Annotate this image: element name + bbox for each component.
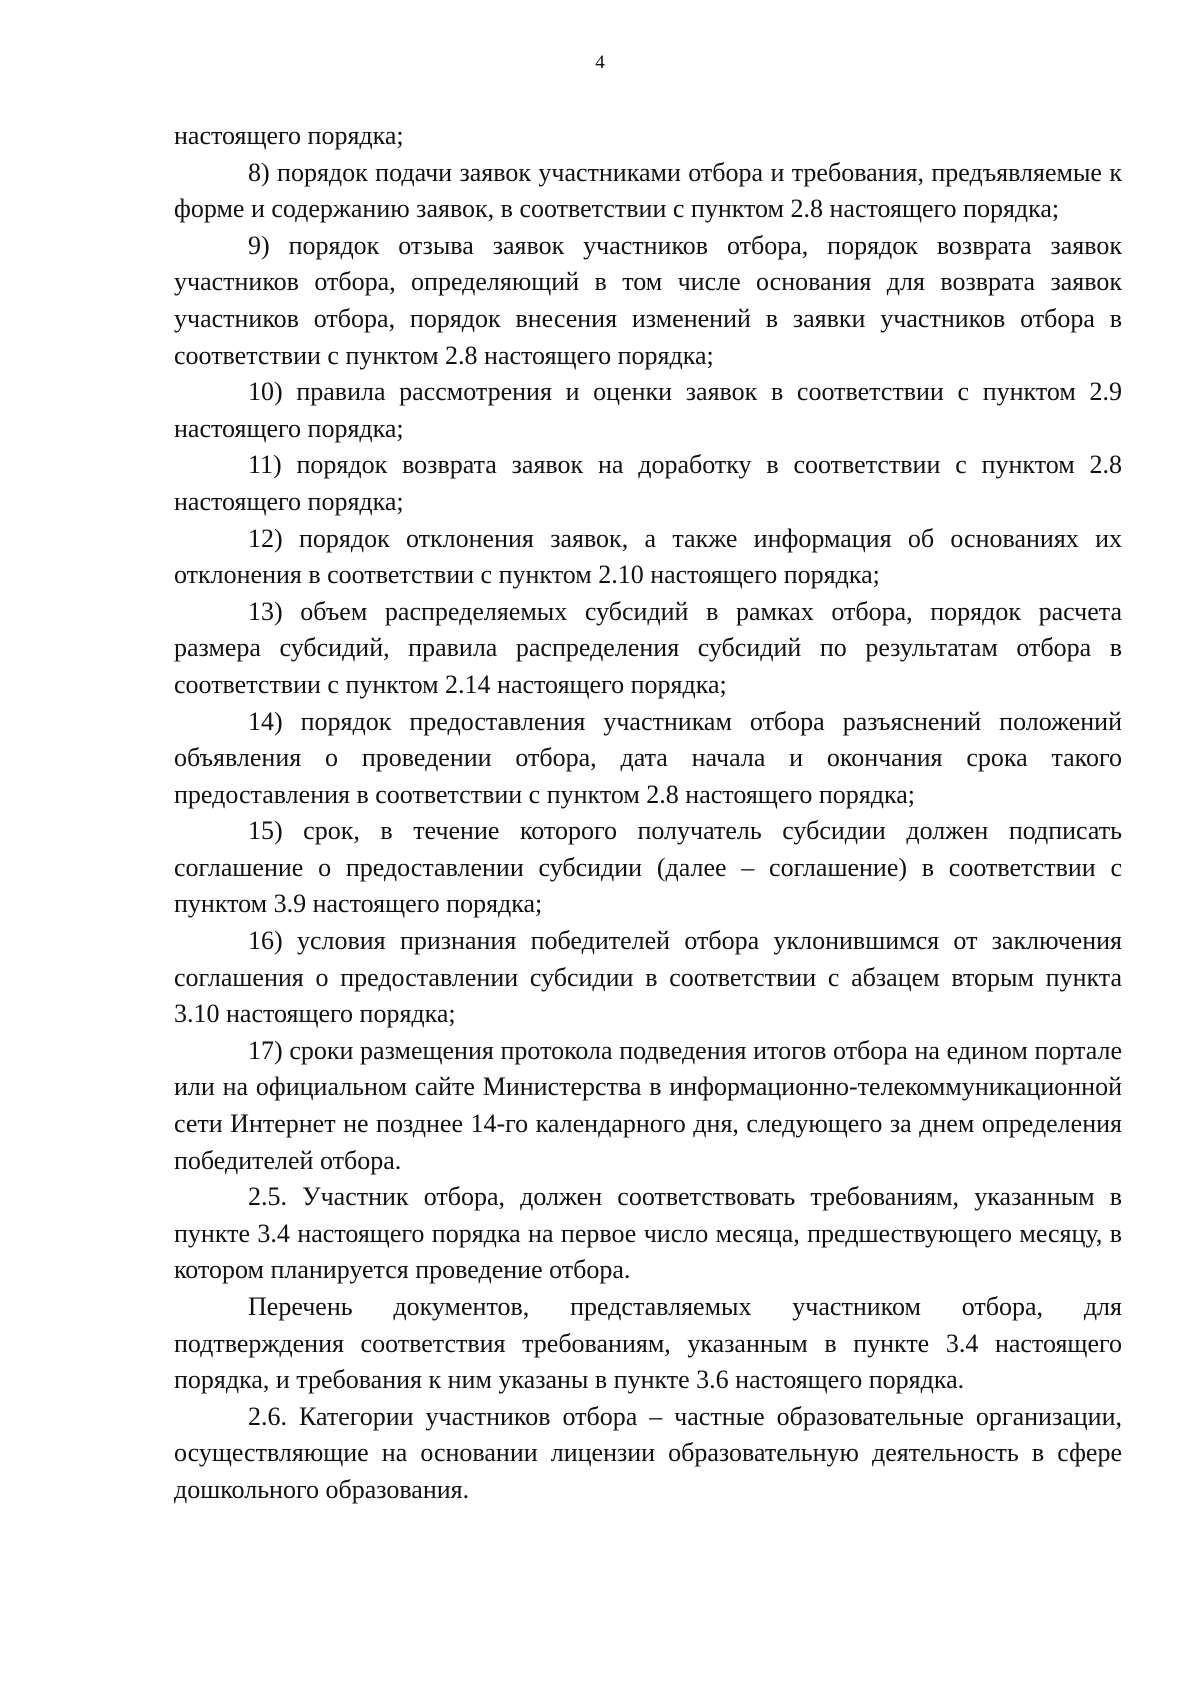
- document-body: [174, 118, 1122, 1509]
- paragraph: настоящего порядка;: [174, 121, 404, 150]
- paragraph: 8) порядок подачи заявок участниками отбора и требования, предъявляемые к форме и содержанию заявок, в соответствии с пунктом 2.8 настоящего порядка;: [174, 157, 1122, 224]
- paragraph: 12) порядок отклонения заявок, а также информация об основаниях их отклонения в соответствии с пунктом 2.10 настоящего порядка;: [174, 523, 1122, 590]
- paragraph: 9) порядок отзыва заявок участников отбора, порядок возврата заявок участников отбора, определяющий в том числе основания для возврата заявок участников отбора, порядок внесения изменений в заявки участников отбора в соответствии с пунктом 2.8 настоящего порядка;: [174, 230, 1122, 370]
- paragraph: 11) порядок возврата заявок на доработку в соответствии с пунктом 2.8 настоящего порядка;: [174, 450, 1122, 516]
- paragraph: 15) срок, в течение которого получатель субсидии должен подписать соглашение о предоставлении субсидии (далее – соглашение) в соответствии с пунктом 3.9 настоящего порядка;: [174, 816, 1122, 919]
- paragraph: 17) сроки размещения протокола подведения итогов отбора на едином портале или на официальном сайте Министерства в информационно-телекоммуникационной сети Интернет не позднее 14-го календарного дня, следующего за днем определения победителей отбора.: [174, 1035, 1122, 1175]
- page-number: 4: [595, 52, 605, 73]
- paragraph: 2.5. Участник отбора, должен соответствовать требованиям, указанным в пункте 3.4 настоящего порядка на первое число месяца, предшествующего месяцу, в котором планируется проведение отбора.: [174, 1182, 1122, 1285]
- paragraph: 2.6. Категории участников отбора – частные образовательные организации, осуществляющие на основании лицензии образовательную деятельность в сфере дошкольного образования.: [174, 1401, 1122, 1504]
- paragraph: Перечень документов, представляемых участником отбора, для подтверждения соответствия требованиям, указанным в пункте 3.4 настоящего порядка, и требования к ним указаны в пункте 3.6 настоящего порядка.: [174, 1292, 1122, 1395]
- paragraph: 16) условия признания победителей отбора уклонившимся от заключения соглашения о предоставлении субсидии в соответствии с абзацем вторым пункта 3.10 настоящего порядка;: [174, 926, 1122, 1029]
- paragraph: 14) порядок предоставления участникам отбора разъяснений положений объявления о проведении отбора, дата начала и окончания срока такого предоставления в соответствии с пунктом 2.8 настоящего порядка;: [174, 706, 1122, 809]
- paragraph: 10) правила рассмотрения и оценки заявок в соответствии с пунктом 2.9 настоящего порядка;: [174, 377, 1122, 443]
- paragraph: 13) объем распределяемых субсидий в рамках отбора, порядок расчета размера субсидий, правила распределения субсидий по результатам отбора в соответствии с пунктом 2.14 настоящего порядка;: [174, 596, 1122, 699]
